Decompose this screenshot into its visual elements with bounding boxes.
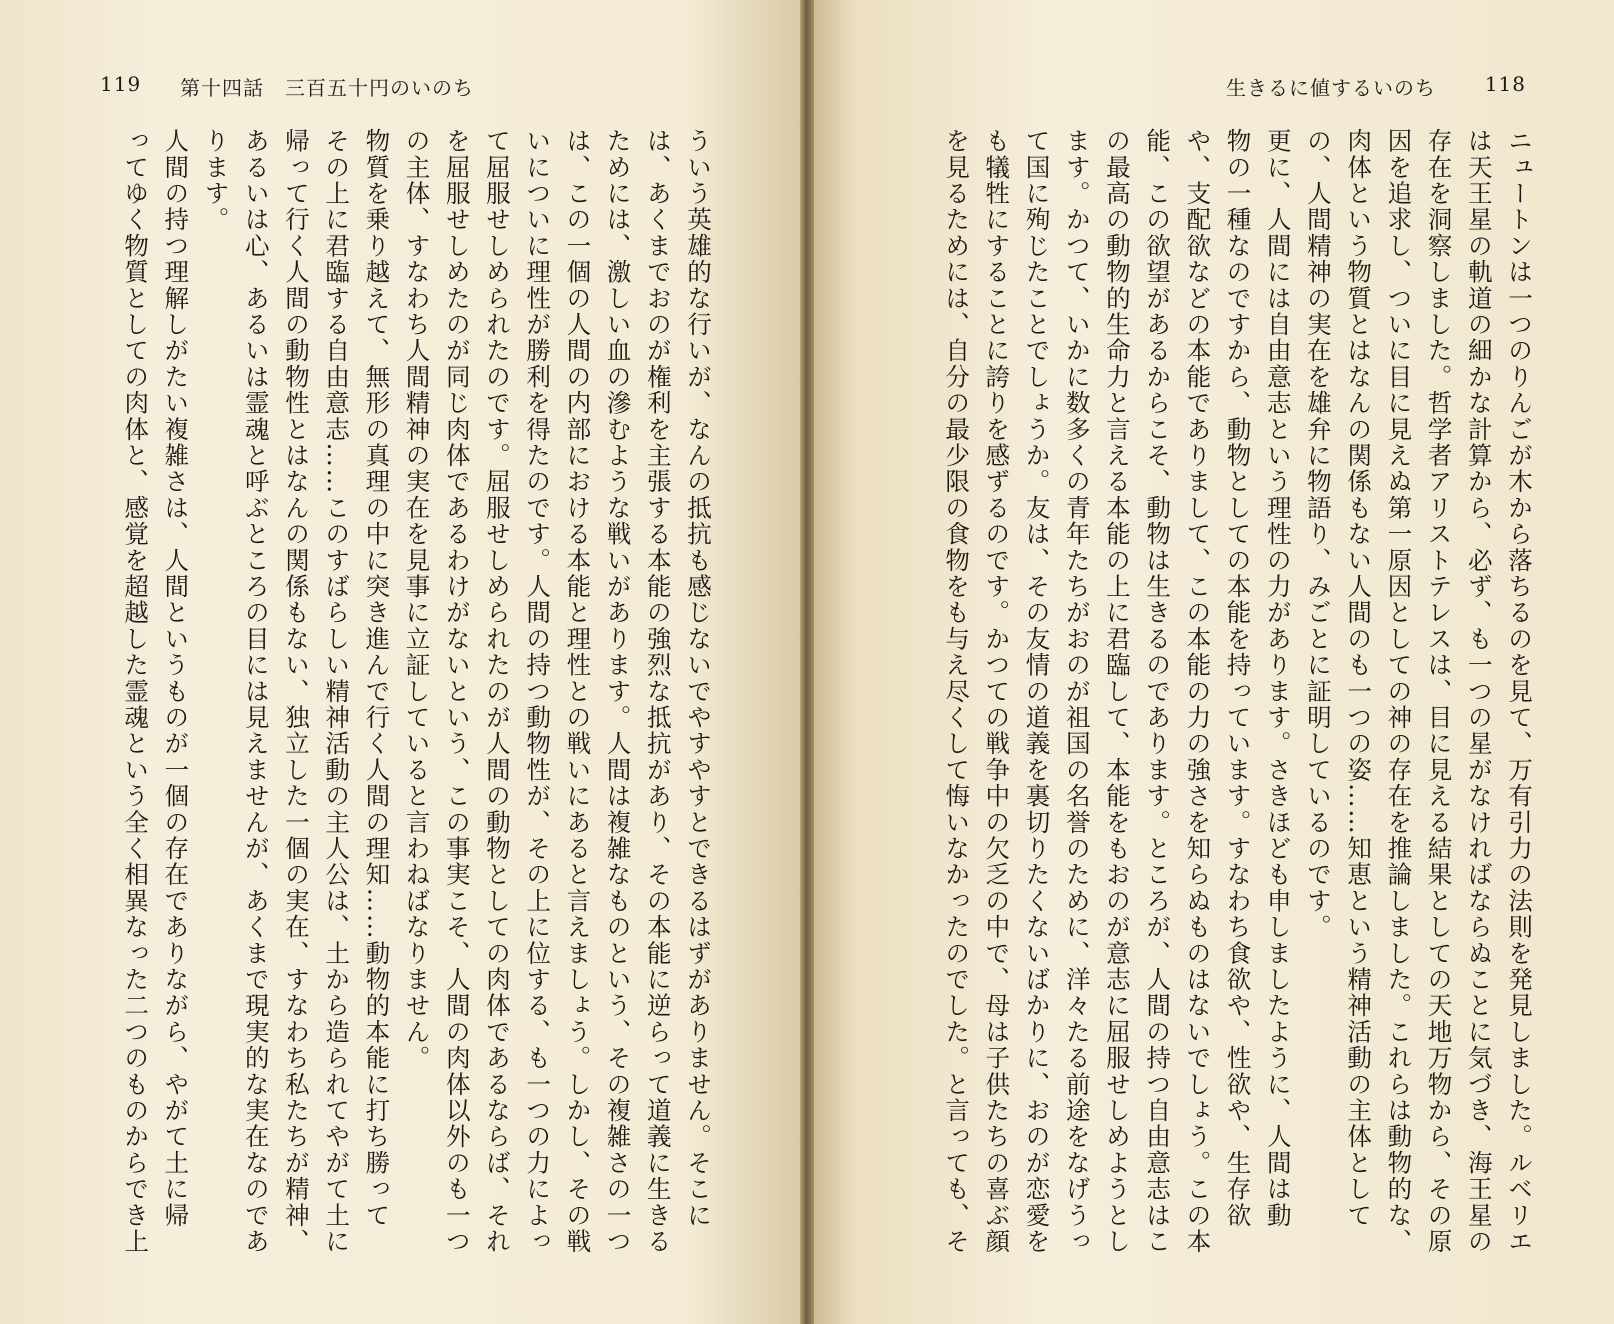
left-body-text: ういう英雄的な行いが、なんの抵抗も感じないでやすやすとできるはずがありません。そこに は、あくまでおのが権利を主張する本能の強烈な抵抗があり、その本能に逆らって道義に生きる ためには、激しい血の滲むような戦いがあります。人間は複雑なものという、その複雑さの一つ は、この一個の人間の内部における本能と理性との戦いにあると言えましょう。しかし、その戦 いについに理性が勝利を得たのです。人間の持つ動物性が、その上に位する、も一つの力によっ て屈服せしめられたのです。屈服せしめられたのが人間の動物としての肉体であるならば、それ を屈服せしめたのが同じ肉体であるわけがないという、この事実こそ、人間の肉体以外のも一つ の主体、すなわち人間精神の実在を見事に立証していると言わねばなりません。 物質を乗り越えて、無形の真理の中に突き進んで行く人間の理知……動物的本能に打ち勝って その上に君臨する自由意志……このすばらしい精神活動の主人公は、土から造られてやがて土に 帰って行く人間の動物性とはなんの関係もない、独立した一個の実在、すなわち私たちが精神、 あるいは心、あるいは霊魂と呼ぶところの目には見えませんが、あくまで現実的な実在なのであ ります。 人間の持つ理解しがたい複雑さは、人間というものが一個の存在でありながら、やがて土に帰 ってゆく物質としての肉体と、感覚を超越した霊魂という全く相異なった二つのものからでき上 bbox=[121, 128, 713, 1255]
right-running-head bbox=[1226, 72, 1526, 102]
right-page-number: 118 bbox=[1484, 72, 1526, 96]
left-running-title: 第十四話 三百五十円のいのち bbox=[180, 76, 474, 100]
left-page bbox=[0, 0, 806, 1324]
book-gutter bbox=[800, 0, 814, 1324]
left-page-number: 119 bbox=[100, 72, 142, 96]
right-running-title: 生きるに値するいのち bbox=[1226, 76, 1436, 100]
left-running-head bbox=[100, 72, 660, 102]
right-body-text: ニュートンは一つのりんごが木から落ちるのを見て、万有引力の法則を発見しました。ルベリエ は天王星の軌道の細かな計算から、必ず、も一つの星がなければならぬことに気づき、海王星の 存在を洞察しました。哲学者アリストテレスは、目に見える結果としての天地万物から、その原 因を追求し、ついに目に見えぬ第一原因としての神の存在を推論しました。これらは動物的な、 肉体という物質とはなんの関係もない人間のも一つの姿……知恵という精神活動の主体として の、人間精神の実在を雄弁に物語り、みごとに証明しているのです。 更に、人間には自由意志という理性の力があります。さきほども申しましたように、人間は動 物の一種なのですから、動物としての本能を持っています。すなわち食欲や、性欲や、生存欲 や、支配欲などの本能でありまして、この本能の力の強さを知らぬものはないでしょう。この本 能、この欲望があるからこそ、動物は生きるのであります。ところが、人間の持つ自由意志はこ の最高の動物的生命力と言える本能の上に君臨して、本能をもおのが意志に屈服せしめようとし ます。かつて、いかに数多くの青年たちがおのが祖国の名誉のために、洋々たる前途をなげうっ て国に殉じたことでしょうか。友は、その友情の道義を裏切りたくないばかりに、おのが恋愛を も犠牲にすることに誇りを感ずるのです。かつての戦争中の欠乏の中で、母は子供たちの喜ぶ顔 を見るためには、自分の最少限の食物をも与え尽くして悔いなかったのでした。と言っても、そ bbox=[942, 128, 1534, 1255]
right-page bbox=[806, 0, 1614, 1324]
